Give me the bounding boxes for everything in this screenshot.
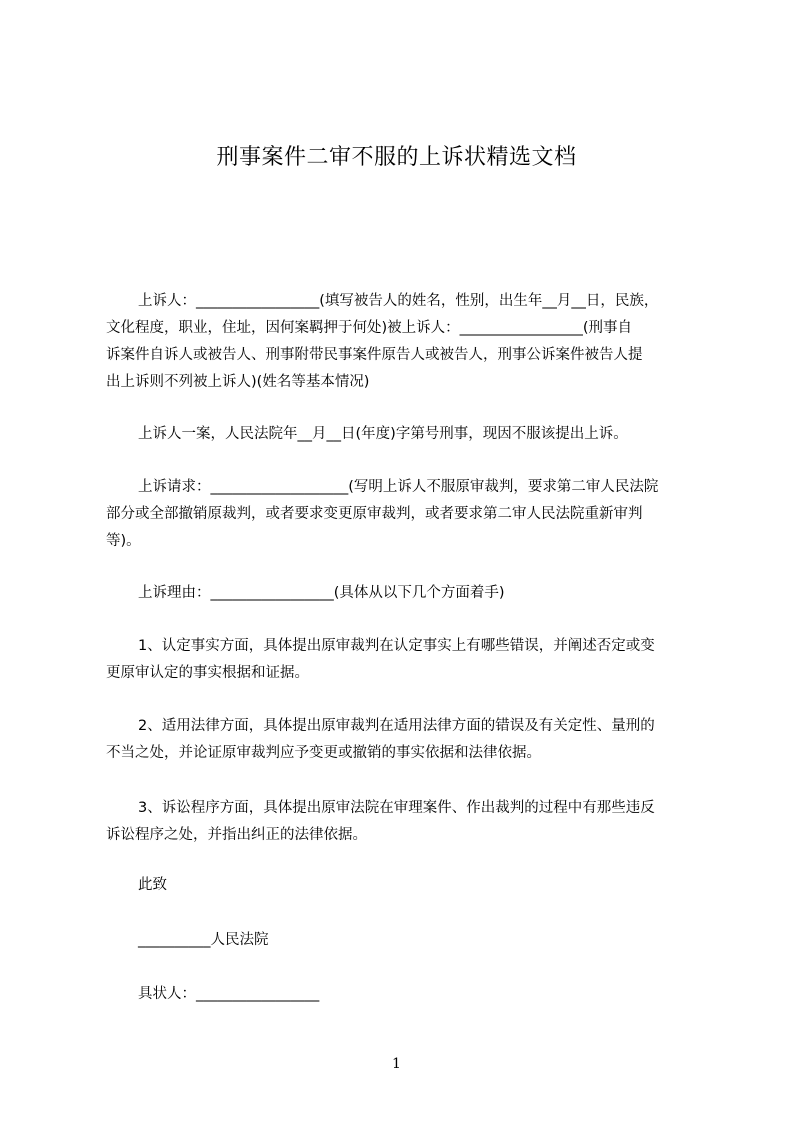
reason-2-paragraph: [106, 713, 711, 767]
reason-3-line-2: 诉讼程序之处，并指出纠正的法律依据。: [106, 827, 367, 843]
request-line-3: 等)。: [106, 533, 141, 549]
closing-paragraph: [106, 872, 711, 899]
appellant-line-3: 诉案件自诉人或被告人、刑事附带民事案件原告人或被告人，刑事公诉案件被告人提: [106, 347, 643, 363]
request-line-1: 上诉请求：___________________(写明上诉人不服原审裁判，要求第二审人民法院: [138, 479, 659, 495]
reason-1-paragraph: [106, 633, 711, 687]
signer-paragraph: [106, 981, 711, 1008]
reason-1-line-1: 1、认定事实方面，具体提出原审裁判在认定事实上有哪些错误，并阐述否定或变: [138, 638, 655, 654]
appellant-line-4: 出上诉则不列被上诉人)(姓名等基本情况): [106, 374, 370, 390]
reason-3-paragraph: [106, 795, 711, 849]
page-number: 1: [392, 1056, 401, 1072]
reason-2-line-2: 不当之处，并论证原审裁判应予变更或撤销的事实依据和法律依据。: [106, 745, 541, 761]
closing-text: 此致: [138, 877, 167, 893]
case-statement-paragraph: [106, 421, 711, 448]
appellant-line-1: 上诉人：_________________(填写被告人的姓名，性别，出生年__月__日，民族，: [138, 293, 659, 309]
request-line-2: 部分或全部撤销原裁判，或者要求变更原审裁判，或者要求第二审人民法院重新审判: [106, 506, 643, 522]
court-line: __________人民法院: [138, 932, 269, 948]
reason-3-line-1: 3、诉讼程序方面，具体提出原审法院在审理案件、作出裁判的过程中有那些违反: [138, 800, 655, 816]
reason-heading-text: 上诉理由：_________________(具体从以下几个方面着手): [138, 585, 505, 601]
reason-1-line-2: 更原审认定的事实根据和证据。: [106, 665, 309, 681]
document-title: 刑事案件二审不服的上诉状精选文档: [216, 145, 577, 170]
court-paragraph: [106, 927, 711, 954]
signer-line: 具状人：_________________: [138, 986, 320, 1002]
reason-heading-paragraph: [106, 580, 711, 607]
appellant-paragraph: [106, 288, 711, 396]
case-statement-text: 上诉人一案，人民法院年__月__日(年度)字第号刑事，现因不服该提出上诉。: [138, 426, 628, 442]
reason-2-line-1: 2、适用法律方面，具体提出原审裁判在适用法律方面的错误及有关定性、量刑的: [138, 718, 655, 734]
appellant-line-2: 文化程度，职业，住址，因何案羁押于何处)被上诉人：_________________(刑事自: [106, 320, 633, 336]
request-paragraph: [106, 474, 711, 555]
